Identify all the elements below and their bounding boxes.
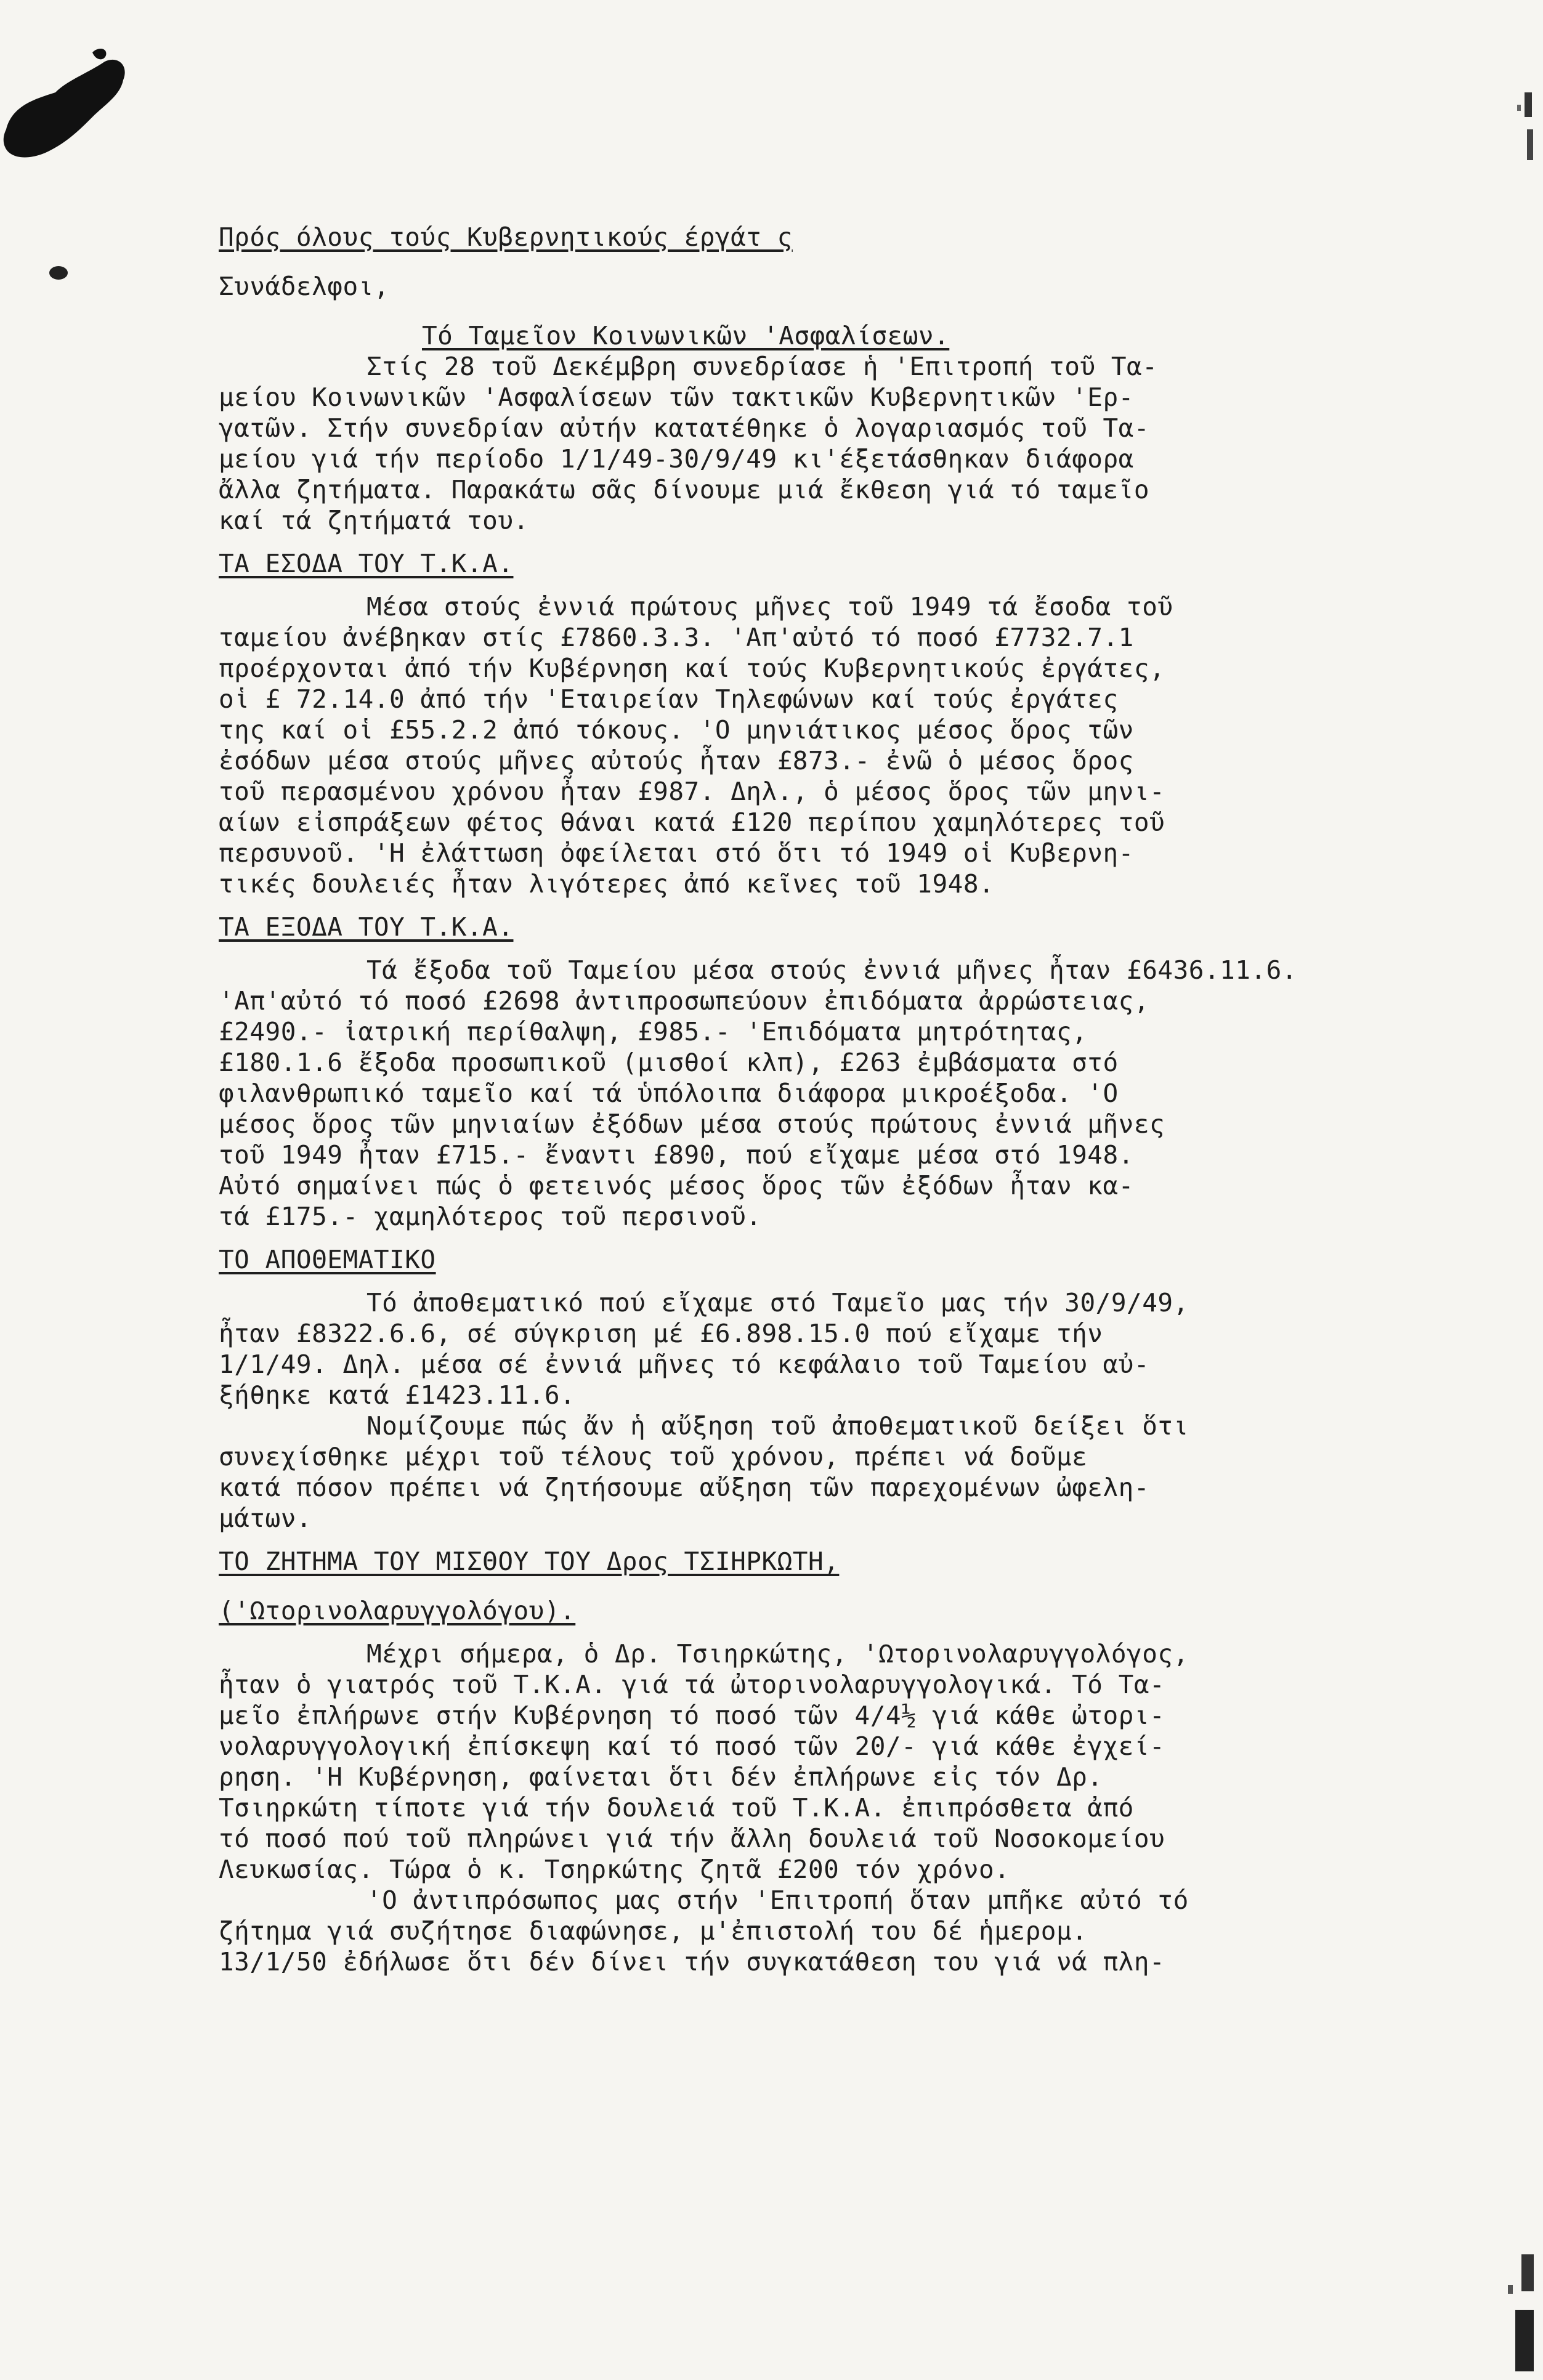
body-line: Μέσα στούς ἐννιά πρώτους μῆνες τοῦ 1949 τά ἔσοδα τοῦ xyxy=(367,592,1173,621)
body-line: τικές δουλειές ἦταν λιγότερες ἀπό κεῖνες τοῦ 1948. xyxy=(219,869,995,899)
body-line: ξήθηκε κατά £1423.11.6. xyxy=(219,1380,576,1410)
body-line: τοῦ 1949 ἦταν £715.- ἔναντι £890, πού εἴχαμε μέσα στό 1948. xyxy=(219,1140,1134,1170)
edge-speckle-top xyxy=(1512,92,1537,172)
body-line: Τό ἀποθεματικό πού εἴχαμε στό Ταμεῖο μας τήν 30/9/49, xyxy=(367,1288,1189,1318)
body-line: φιλανθρωπικό ταμεῖο καί τά ὑπόλοιπα διάφορα μικροέξοδα. 'Ο xyxy=(219,1079,1119,1108)
section-heading-expenses: ΤΑ ΕΞΟΔΑ ΤΟΥ Τ.Κ.Α. xyxy=(219,912,514,942)
body-line: της καί οἱ £55.2.2 ἀπό τόκους. 'Ο μηνιάτικος μέσος ὅρος τῶν xyxy=(219,715,1134,745)
body-line: ταμείου ἀνέβηκαν στίς £7860.3.3. 'Απ'αὐτό τό ποσό £7732.7.1 xyxy=(219,623,1134,652)
body-line: αίων εἰσπράξεων φέτος θάναι κατά £120 περίπου χαμηλότερες τοῦ xyxy=(219,808,1165,837)
body-line: 'Απ'αὐτό τό ποσό £2698 ἀντιπροσωπεύουν ἐπιδόματα ἀρρώστειας, xyxy=(219,986,1150,1016)
body-line: ρηση. 'Η Κυβέρνηση, φαίνεται ὅτι δέν ἐπλήρωνε εἰς τόν Δρ. xyxy=(219,1762,1103,1792)
body-line: οἱ £ 72.14.0 ἀπό τήν 'Εταιρείαν Τηλεφώνων καί τούς ἐργάτες xyxy=(219,684,1119,714)
body-line: 1/1/49. Δηλ. μέσα σέ ἐννιά μῆνες τό κεφάλαιο τοῦ Ταμείου αὐ- xyxy=(219,1350,1150,1379)
ink-dot-mark xyxy=(48,265,69,281)
body-line: περσυνοῦ. 'Η ἐλάττωση ὀφείλεται στό ὅτι τό 1949 οἱ Κυβερνη- xyxy=(219,838,1134,868)
letter-title: Πρός όλους τούς Κυβερνητικούς έργάτ ς xyxy=(219,222,793,252)
section-heading-salary: ΤΟ ΖΗΤΗΜΑ ΤΟΥ ΜΙΣΘΟΥ ΤΟΥ Δρος ΤΣΙΗΡΚΩΤΗ, xyxy=(219,1547,840,1576)
body-line: προέρχονται ἀπό τήν Κυβέρνηση καί τούς Κυβερνητικούς ἐργάτες, xyxy=(219,654,1165,683)
edge-speckle-bottom xyxy=(1503,2254,1540,2378)
body-line: τοῦ περασμένου χρόνου ἦταν £987. Δηλ., ὁ μέσος ὅρος τῶν μηνι- xyxy=(219,777,1165,806)
body-line: Μέχρι σήμερα, ὁ Δρ. Τσιηρκώτης, 'Ωτορινολαρυγγολόγος, xyxy=(367,1639,1189,1669)
body-line: τό ποσό πού τοῦ πληρώνει γιά τήν ἄλλη δουλειά τοῦ Νοσοκομείου xyxy=(219,1824,1165,1853)
section-subheading-salary: ('Ωτορινολαρυγγολόγου). xyxy=(219,1596,576,1625)
body-line: Τσιηρκώτη τίποτε γιά τήν δουλειά τοῦ Τ.Κ.Α. ἐπιπρόσθετα ἀπό xyxy=(219,1793,1134,1823)
body-line: ἦταν ὁ γιατρός τοῦ Τ.Κ.Α. γιά τά ὠτορινολαρυγγολογικά. Τό Τα- xyxy=(219,1670,1165,1699)
body-line: ἄλλα ζητήματα. Παρακάτω σᾶς δίνουμε μιά ἔκθεση γιά τό ταμεῖο xyxy=(219,475,1150,504)
body-line: Τά ἔξοδα τοῦ Ταμείου μέσα στούς ἐννιά μῆνες ἦταν £6436.11.6. xyxy=(367,955,1298,985)
salutation: Συνάδελφοι, xyxy=(219,272,390,301)
body-line: μείου γιά τήν περίοδο 1/1/49-30/9/49 κι'έξετάσθηκαν διάφορα xyxy=(219,444,1134,474)
body-line: ζήτημα γιά συζήτησε διαφώνησε, μ'ἐπιστολή του δέ ἡμερομ. xyxy=(219,1916,1088,1946)
body-line: £2490.- ἰατρική περίθαλψη, £985.- 'Επιδόματα μητρότητας, xyxy=(219,1017,1088,1046)
body-line: Νομίζουμε πώς ἄν ἡ αὔξηση τοῦ ἀποθεματικοῦ δείξει ὅτι xyxy=(367,1411,1189,1441)
body-line: ἐσόδων μέσα στούς μῆνες αὐτούς ἦταν £873.- ἐνῶ ὁ μέσος ὅρος xyxy=(219,746,1134,775)
body-line: μέσος ὅρος τῶν μηνιαίων ἐξόδων μέσα στούς πρώτους ἐννιά μῆνες xyxy=(219,1109,1165,1139)
section-heading-reserve: ΤΟ ΑΠΟΘΕΜΑΤΙΚΟ xyxy=(219,1245,436,1274)
body-line: 'Ο ἀντιπρόσωπος μας στήν 'Επιτροπή ὅταν μπῆκε αὐτό τό xyxy=(367,1885,1189,1915)
body-line: τά £175.- χαμηλότερος τοῦ περσινοῦ. xyxy=(219,1202,762,1231)
letter-body xyxy=(219,222,1488,1977)
body-line: Στίς 28 τοῦ Δεκέμβρη συνεδρίασε ἡ 'Επιτροπή τοῦ Τα- xyxy=(367,352,1158,381)
body-line: μείου Κοινωνικῶν 'Ασφαλίσεων τῶν τακτικῶν Κυβερνητικῶν 'Ερ- xyxy=(219,382,1134,412)
body-line: καί τά ζητήματά του. xyxy=(219,506,529,535)
body-line: νολαρυγγολογική ἐπίσκεψη καί τό ποσό τῶν 20/- γιά κάθε ἐγχεί- xyxy=(219,1731,1165,1761)
section-heading-fund: Τό Ταμεῖον Κοινωνικῶν 'Ασφαλίσεων. xyxy=(422,321,950,350)
body-line: γατῶν. Στήν συνεδρίαν αὐτήν κατατέθηκε ὁ λογαριασμός τοῦ Τα- xyxy=(219,413,1150,443)
body-line: ἦταν £8322.6.6, σέ σύγκριση μέ £6.898.15.0 πού εἴχαμε τήν xyxy=(219,1319,1103,1348)
body-line: £180.1.6 ἔξοδα προσωπικοῦ (μισθοί κλπ), £263 ἐμβάσματα στό xyxy=(219,1048,1119,1077)
body-line: Λευκωσίας. Τώρα ὁ κ. Τσηρκώτης ζητᾶ £200 τόν χρόνο. xyxy=(219,1855,1010,1884)
body-line: συνεχίσθηκε μέχρι τοῦ τέλους τοῦ χρόνου, πρέπει νά δοῦμε xyxy=(219,1442,1088,1471)
body-line: 13/1/50 ἐδήλωσε ὅτι δέν δίνει τήν συγκατάθεση του γιά νά πλη- xyxy=(219,1947,1165,1977)
ink-blot-mark xyxy=(0,37,142,179)
body-line: κατά πόσον πρέπει νά ζητήσουμε αὔξηση τῶν παρεχομένων ὠφελη- xyxy=(219,1473,1150,1502)
body-line: μάτων. xyxy=(219,1504,312,1533)
body-line: Αὐτό σημαίνει πώς ὁ φετεινός μέσος ὅρος τῶν ἐξόδων ἦταν κα- xyxy=(219,1171,1134,1200)
body-line: μεῖο ἐπλήρωνε στήν Κυβέρνηση τό ποσό τῶν 4/4½ γιά κάθε ὠτορι- xyxy=(219,1701,1165,1730)
section-heading-revenue: ΤΑ ΕΣΟΔΑ ΤΟΥ Τ.Κ.Α. xyxy=(219,549,514,578)
